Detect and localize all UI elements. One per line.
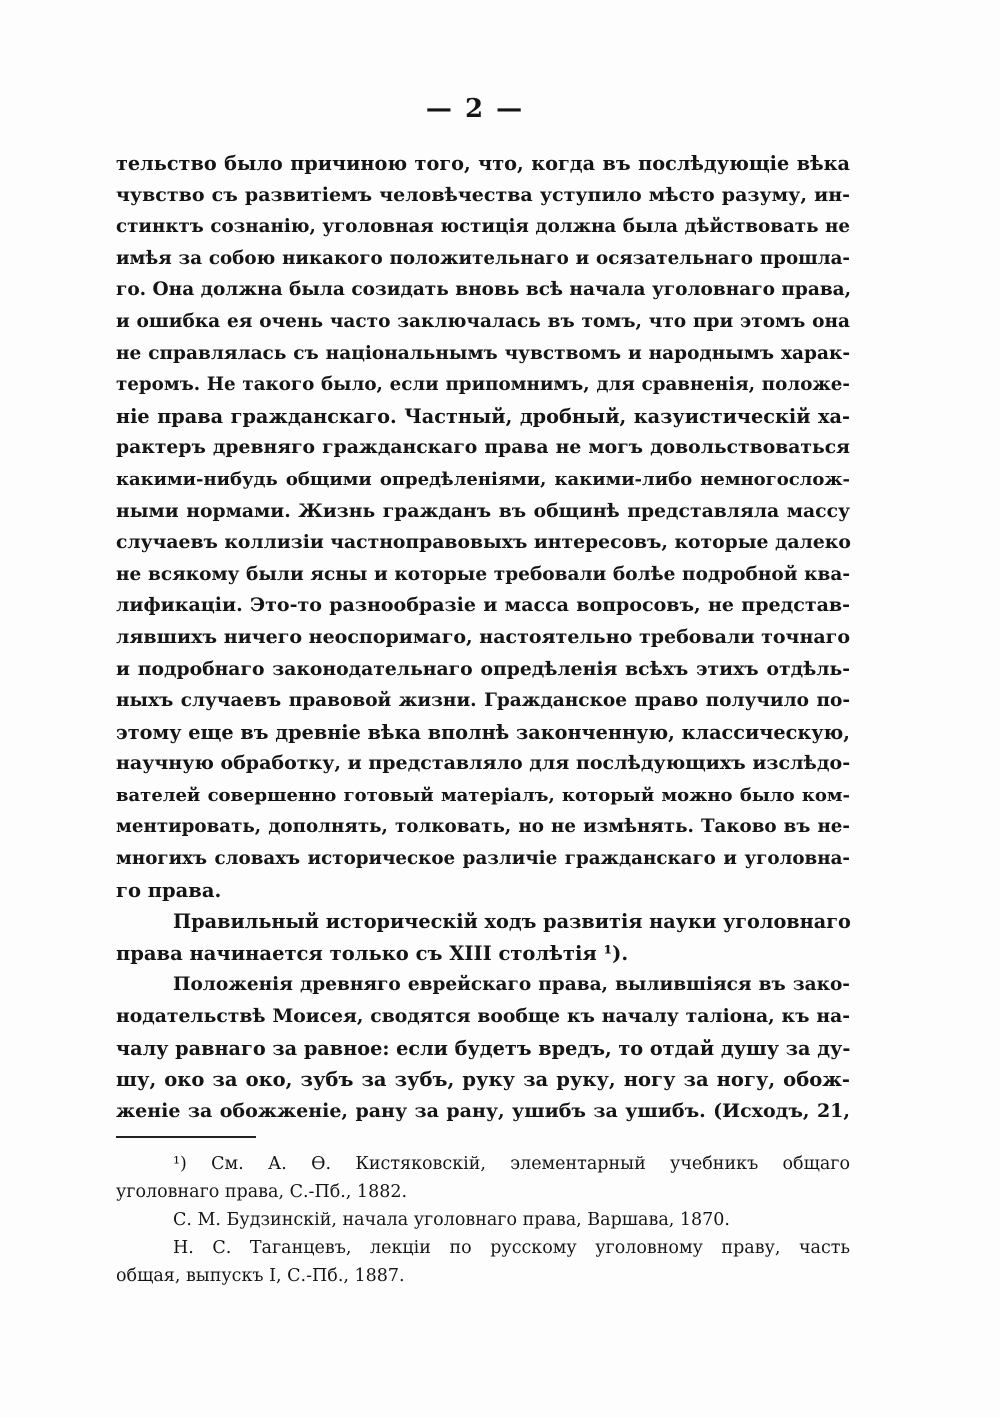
body-text (116, 148, 850, 1127)
text-line: ніе права гражданскаго. Частный, дробный, казуистическій ха- (116, 404, 850, 428)
text-line: не справлялась съ національнымъ чувствомъ и народнымъ харак- (116, 342, 850, 364)
text-line: и ошибка ея очень часто заключалась въ томъ, что при этомъ она (116, 310, 850, 332)
text-line: и подробнаго законодательнаго опредѣленія всѣхъ этихъ отдѣль- (116, 657, 850, 680)
text-line: го. Она должна была созидать вновь всѣ начала уголовнаго права, (116, 279, 852, 301)
text-line: рактеръ древняго гражданскаго права не могъ довольствоваться (116, 436, 850, 459)
footnote-line: ¹) См. А. Ѳ. Кистяковскій, элементарный учебникъ общаго (173, 1154, 850, 1174)
text-line: чалу равнаго за равное: если будетъ вредъ, то отдай душу за ду- (116, 1036, 851, 1060)
footnote-line: С. М. Будзинскій, начала уголовнаго права, Варшава, 1870. (173, 1210, 730, 1230)
text-line: случаевъ коллизіи частноправовыхъ интересовъ, которые далеко (116, 531, 851, 554)
text-line: не всякому были ясны и которые требовали болѣе подробной ква- (116, 563, 850, 585)
text-line: шу, око за око, зубъ за зубъ, руку за руку, ногу за ногу, обож- (116, 1068, 850, 1092)
text-line: имѣя за собою никакого положительнаго и осязательнаго прошла- (116, 247, 850, 269)
text-line: женіе за обожженіе, рану за рану, ушибъ за ушибъ. (Исходъ, 21, (116, 1099, 850, 1122)
text-line: права начинается только съ XIII столѣтія ¹). (116, 941, 629, 965)
text-line: многихъ словахъ историческое различіе гражданскаго и уголовна- (116, 848, 850, 870)
text-line: ными нормами. Жизнь гражданъ въ общинѣ представляла массу (116, 499, 850, 522)
text-line: чувство съ развитіемъ человѣчества уступило мѣсто разуму, ин- (116, 183, 850, 206)
text-line: Положенія древняго еврейскаго права, вылившіяся въ зако- (173, 974, 850, 996)
text-line: ныхъ случаевъ правовой жизни. Гражданское право получило по- (116, 690, 850, 712)
text-line: вателей совершенно готовый матеріалъ, который можно было ком- (116, 784, 850, 806)
text-line: научную обработку, и представляло для послѣдующихъ изслѣдо- (116, 752, 851, 775)
footnote-divider (116, 1136, 256, 1138)
text-line: стинктъ сознанію, уголовная юстиція должна была дѣйствовать не (116, 216, 850, 238)
footnote-line: общая, выпускъ I, С.-Пб., 1887. (116, 1266, 405, 1286)
footnote-line: Н. С. Таганцевъ, лекціи по русскому уголовному праву, часть (173, 1238, 850, 1258)
text-line: го права. (116, 878, 222, 902)
text-line: ментировать, дополнять, толковать, но не измѣнять. Таково въ не- (116, 816, 850, 838)
text-line: теромъ. Не такого было, если припомнимъ, для сравненія, положе- (116, 374, 850, 396)
page-number: — 2 — (425, 94, 525, 124)
text-line: лификаціи. Это-то разнообразіе и масса вопросовъ, не представ- (116, 594, 850, 617)
text-line: Правильный историческій ходъ развитія науки уголовнаго (173, 910, 851, 934)
text-line: тельство было причиною того, что, когда въ послѣдующіе вѣка (116, 152, 850, 175)
footnote-line: уголовнаго права, С.-Пб., 1882. (116, 1182, 408, 1202)
text-line: лявшихъ ничего неоспоримаго, настоятельно требовали точнаго (116, 625, 850, 648)
footnotes (116, 1150, 850, 1290)
text-line: какими-нибудь общими опредѣленіями, какими-либо немногослож- (116, 468, 850, 490)
text-line: нодательствѣ Моисея, сводятся вообще къ началу таліона, къ на- (116, 1005, 850, 1028)
text-line: этому еще въ древніе вѣка вполнѣ законченную, классическую, (116, 720, 850, 744)
